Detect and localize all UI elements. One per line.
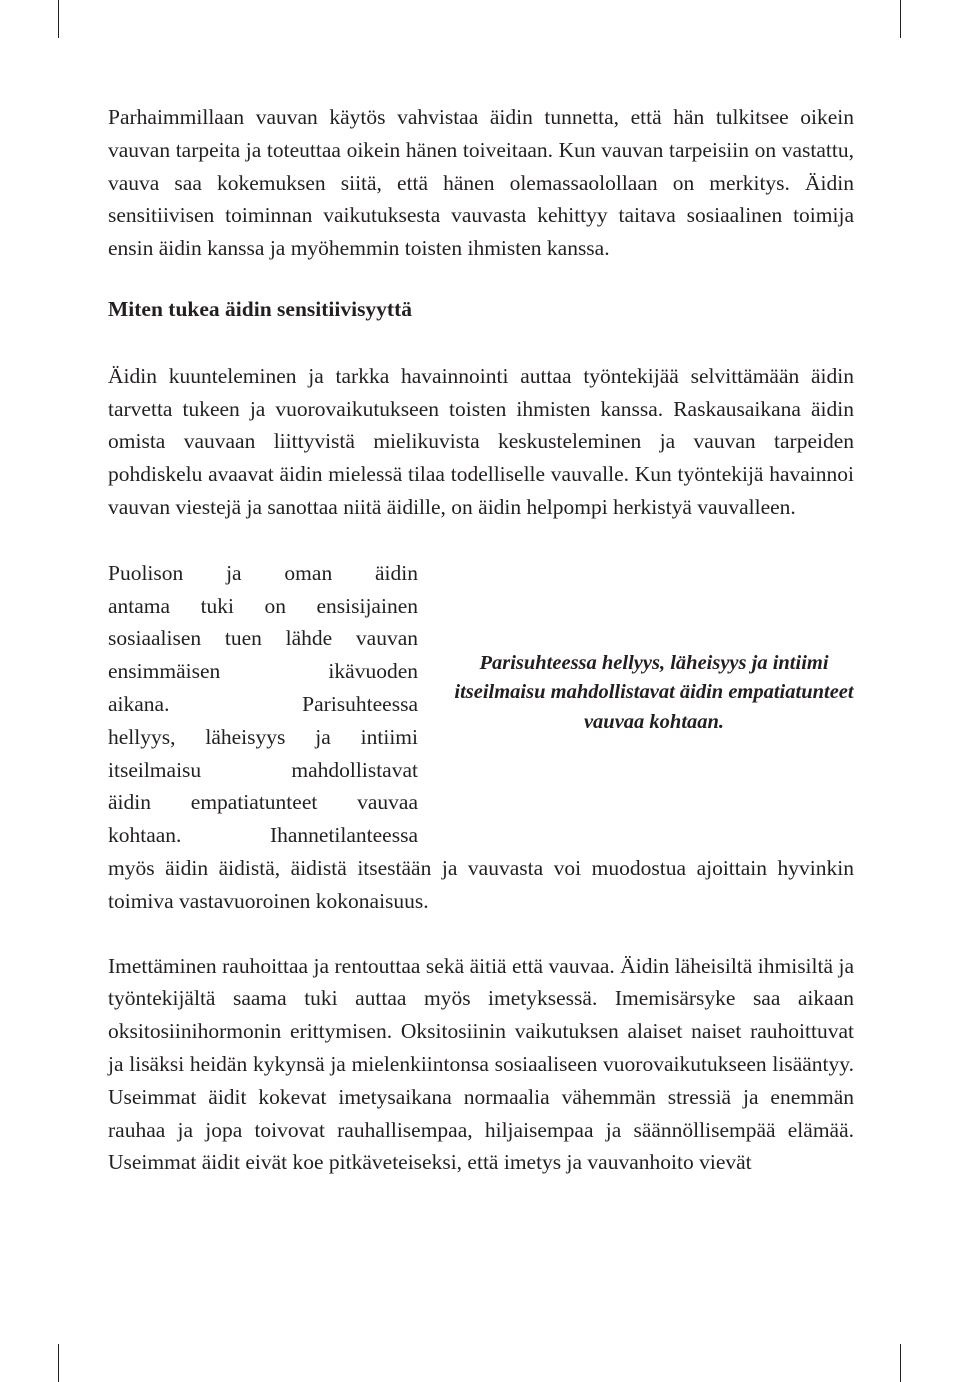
crop-mark: [58, 0, 59, 38]
crop-mark: [900, 1344, 901, 1382]
paragraph-4: Imettäminen rauhoittaa ja rentouttaa sekä äitiä että vauvaa. Äidin läheisiltä ihmisiltä ja työntekijältä saama tuki auttaa myös imetyksessä. Imemisärsyke saa aikaan oksitosiinihormonin erittymisen. Oksitosiinin vaikutuksen alaiset naiset rauhoittuvat ja lisäksi heidän kykynsä ja mielenkiintonsa sosiaaliseen vuorovaikutukseen lisääntyy. Useimmat äidit kokevat imetysaikana normaalia vähemmän stressiä ja enemmän rauhaa ja jopa toivovat rauhallisempaa, hiljaisempaa ja säännöllisempää elämää. Useimmat äidit eivät koe pitkäveteiseksi, että imetys ja vauvanhoito vievät: [108, 953, 854, 1175]
paragraph-3-line: hellyys, läheisyys ja intiimi: [108, 724, 418, 749]
paragraph-3-narrow-column: [108, 557, 418, 852]
crop-mark: [900, 0, 901, 38]
crop-mark: [58, 1344, 59, 1382]
page-body: [108, 101, 854, 1179]
paragraph-3-line: sosiaalisen tuen lähde vauvan: [108, 626, 418, 651]
paragraph-3-line: antama tuki on ensisijainen: [108, 593, 418, 618]
paragraph-3-line: äidin empatiatunteet vauvaa: [108, 790, 418, 815]
paragraph-2: Äidin kuunteleminen ja tarkka havainnointi auttaa työntekijää selvittämään äidin tarvetta tukeen ja vuorovaikutukseen toisten ihmisten kanssa. Raskausaikana äidin omista vauvaan liittyvistä mielikuvista keskusteleminen ja vauvan tarpeiden pohdiskelu avaavat äidin mielessä tilaa todelliselle vauvalle. Kun työntekijä havainnoi vauvan viestejä ja sanottaa niitä äidille, on äidin helpompi herkistyä vauvalleen.: [108, 363, 854, 519]
section-heading: Miten tukea äidin sensitiivisyyttä: [108, 296, 413, 321]
paragraph-3-continuation: myös äidin äidistä, äidistä itsestään ja vauvasta voi muodostua ajoittain hyvinkin toimiva vastavuoroinen kokonaisuus.: [108, 855, 854, 913]
paragraph-3-line: ensimmäisen ikävuoden: [108, 659, 418, 684]
paragraph-3-line: itseilmaisu mahdollistavat: [108, 757, 418, 782]
paragraph-3-with-pullquote: [108, 557, 854, 852]
paragraph-1: Parhaimmillaan vauvan käytös vahvistaa äidin tunnetta, että hän tulkitsee oikein vauvan tarpeita ja toteuttaa oikein hänen toiveitaan. Kun vauvan tarpeisiin on vastattu, vauva saa kokemuksen siitä, että hänen olemassaolollaan on merkitys. Äidin sensitiivisen toiminnan vaikutuksesta vauvasta kehittyy taitava sosiaalinen toimija ensin äidin kanssa ja myöhemmin toisten ihmisten kanssa.: [108, 105, 854, 261]
paragraph-3-line: kohtaan. Ihannetilanteessa: [108, 823, 418, 848]
paragraph-3-line: aikana. Parisuhteessa: [108, 691, 418, 716]
paragraph-3-line: Puolison ja oman äidin: [108, 560, 418, 585]
pull-quote: Parisuhteessa hellyys, läheisyys ja intiimi itseilmaisu mahdollistavat äidin empatiatunteet vauvaa kohtaan.: [454, 651, 854, 733]
